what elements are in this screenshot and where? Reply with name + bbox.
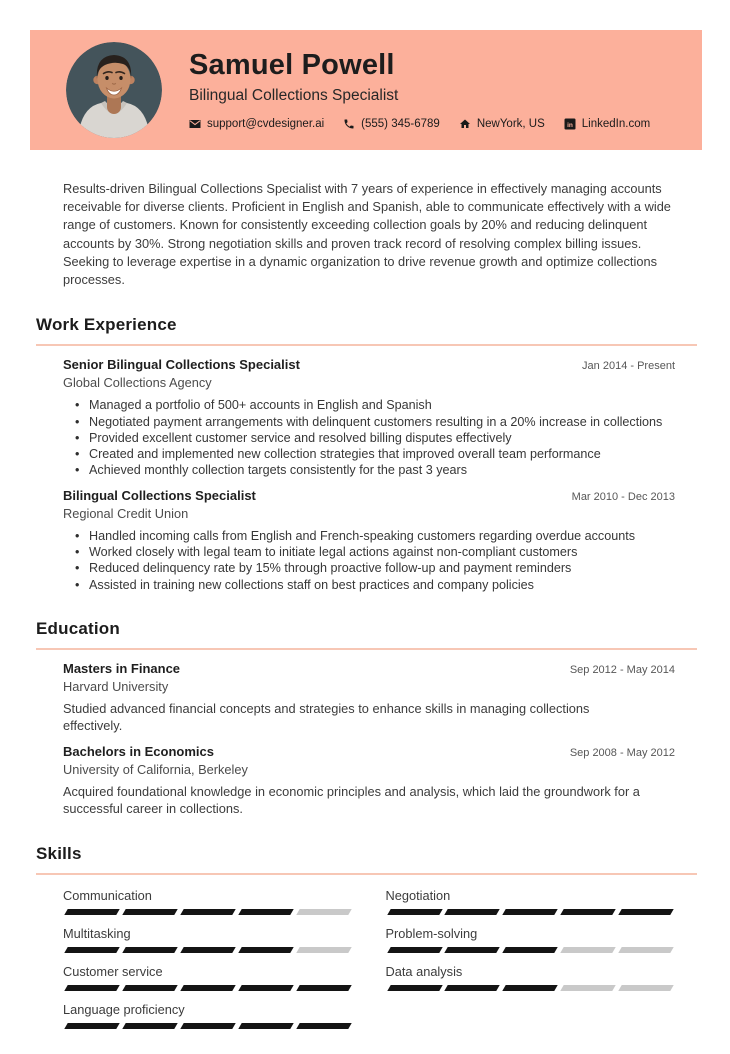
skill-bar-segment — [618, 909, 673, 915]
contact-email-label: support@cvdesigner.ai — [207, 117, 325, 130]
education-entry — [63, 661, 675, 735]
skill-bar-segment — [387, 947, 442, 953]
skill-item — [386, 926, 676, 953]
job-entry-head — [63, 488, 675, 503]
contact-linkedin[interactable] — [564, 118, 650, 130]
job-dates: Jan 2014 - Present — [582, 360, 675, 373]
skill-bar-segment — [238, 909, 293, 915]
skill-bar-segment — [296, 909, 351, 915]
skill-item — [386, 964, 676, 991]
contact-location[interactable] — [459, 118, 545, 130]
skill-bar-segment — [503, 947, 558, 953]
skill-label: Negotiation — [385, 887, 451, 903]
skill-bar-segment — [122, 985, 177, 991]
skill-label: Communication — [63, 887, 152, 903]
contact-linkedin-label: LinkedIn.com — [581, 117, 651, 130]
skill-bar-segment — [503, 909, 558, 915]
job-bullet: • Achieved monthly collection targets consistently for the past 3 years — [63, 462, 675, 478]
skill-item — [63, 926, 353, 953]
home-icon — [459, 118, 471, 130]
skill-bar-segment — [122, 909, 177, 915]
linkedin-icon — [564, 118, 576, 130]
skill-bar-segment — [64, 909, 119, 915]
work-entries — [63, 357, 675, 593]
skills-column-left — [63, 888, 353, 1040]
skill-bar-segment — [618, 985, 673, 991]
professional-summary: Results-driven Bilingual Collections Specialist with 7 years of experience in effectively managing accounts receivable for diverse clients. Proficient in English and Spanish, able to communicate effectively with a wide range of customers. Known for consistently exceeding collection goals by 20% and reducing delinquent accounts by 30%. Strong negotiation skills and proven track record of resolving complex billing issues. Seeking to leverage expertise in a dynamic organization to drive revenue growth and optimize collections processes. — [63, 181, 671, 288]
skill-bar-segment — [238, 947, 293, 953]
skill-label: Language proficiency — [63, 1001, 185, 1017]
skill-bar-segment — [122, 947, 177, 953]
contact-phone-label: (555) 345-6789 — [361, 117, 440, 130]
skill-level-bar — [386, 909, 676, 915]
work-experience-section — [36, 315, 697, 593]
job-company: Global Collections Agency — [63, 375, 212, 391]
skill-bar-segment — [387, 909, 442, 915]
education-section — [36, 619, 697, 818]
job-company: Regional Credit Union — [63, 505, 189, 521]
skill-level-bar — [63, 947, 353, 953]
candidate-title: Bilingual Collections Specialist — [189, 86, 399, 104]
education-entries — [63, 661, 675, 818]
skill-item — [63, 964, 353, 991]
contact-email[interactable] — [189, 118, 324, 130]
svg-text:in: in — [566, 121, 573, 129]
skill-label: Data analysis — [385, 963, 463, 979]
skill-bar-segment — [618, 947, 673, 953]
phone-icon — [343, 118, 355, 130]
job-bullet: • Managed a portfolio of 500+ accounts in English and Spanish — [63, 397, 675, 413]
skill-bar-segment — [296, 985, 351, 991]
contact-row — [189, 118, 650, 130]
email-icon — [189, 118, 201, 130]
skill-item — [63, 1002, 353, 1029]
resume-header — [30, 30, 702, 150]
education-entry-head — [63, 744, 675, 759]
school-name: Harvard University — [63, 678, 169, 694]
skill-label: Multitasking — [63, 925, 131, 941]
skill-level-bar — [386, 985, 676, 991]
education-description: Studied advanced financial concepts and strategies to enhance skills in managing collections effectively. — [63, 700, 590, 734]
job-title: Bilingual Collections Specialist — [63, 487, 256, 503]
profile-photo — [66, 42, 162, 138]
skill-level-bar — [63, 909, 353, 915]
skill-bar-segment — [64, 947, 119, 953]
education-entry-head — [63, 661, 675, 676]
education-dates: Sep 2008 - May 2012 — [569, 746, 675, 759]
skill-level-bar — [386, 947, 676, 953]
skill-bar-segment — [560, 909, 615, 915]
skills-grid — [63, 888, 675, 1040]
job-bullet: • Created and implemented new collection strategies that improved overall team performance — [63, 446, 675, 462]
school-name: University of California, Berkeley — [63, 761, 248, 777]
skill-level-bar — [63, 985, 353, 991]
education-heading: Education — [36, 619, 697, 650]
skills-column-right — [386, 888, 676, 1040]
skill-bar-segment — [445, 947, 500, 953]
education-dates: Sep 2012 - May 2014 — [569, 663, 675, 676]
skill-bar-segment — [387, 985, 442, 991]
degree-title: Bachelors in Economics — [63, 743, 214, 759]
work-experience-heading: Work Experience — [36, 315, 697, 346]
skill-item — [386, 888, 676, 915]
skill-bar-segment — [64, 985, 119, 991]
skill-bar-segment — [445, 909, 500, 915]
skill-bar-segment — [560, 947, 615, 953]
skills-section — [36, 844, 697, 1040]
job-bullet-list — [63, 528, 675, 593]
job-bullet: • Provided excellent customer service and resolved billing disputes effectively — [63, 430, 675, 446]
job-title: Senior Bilingual Collections Specialist — [63, 357, 300, 373]
header-text-block — [189, 50, 650, 130]
skill-bar-segment — [238, 985, 293, 991]
job-bullet: • Assisted in training new collections staff on best practices and company policies — [63, 577, 675, 593]
skill-bar-segment — [445, 985, 500, 991]
job-entry-head — [63, 357, 675, 372]
job-bullet: • Worked closely with legal team to initiate legal actions against non-compliant customers — [63, 544, 675, 560]
skill-label: Problem-solving — [385, 925, 478, 941]
profile-photo-illustration — [66, 42, 162, 138]
contact-phone[interactable] — [343, 118, 440, 130]
job-bullet: • Negotiated payment arrangements with delinquent customers resulting in a 20% increase in collections — [63, 414, 675, 430]
skills-heading: Skills — [36, 844, 697, 875]
skill-bar-segment — [503, 985, 558, 991]
skill-bar-segment — [180, 909, 235, 915]
skill-bar-segment — [560, 985, 615, 991]
job-bullet: • Handled incoming calls from English and French-speaking customers regarding overdue accounts — [63, 528, 675, 544]
contact-location-label: NewYork, US — [476, 117, 545, 130]
job-entry — [63, 488, 675, 593]
job-bullet: • Reduced delinquency rate by 15% through proactive follow-up and payment reminders — [63, 560, 675, 576]
job-entry — [63, 357, 675, 478]
job-dates: Mar 2010 - Dec 2013 — [571, 490, 675, 503]
skill-bar-segment — [296, 947, 351, 953]
education-description: Acquired foundational knowledge in economic principles and analysis, which laid the groundwork for a successful career in collections. — [63, 783, 640, 817]
candidate-name: Samuel Powell — [189, 49, 395, 82]
skill-bar-segment — [180, 947, 235, 953]
skill-item — [63, 888, 353, 915]
skill-label: Customer service — [63, 963, 163, 979]
skill-bar-segment — [180, 985, 235, 991]
education-entry — [63, 744, 675, 818]
job-bullet-list — [63, 397, 675, 478]
degree-title: Masters in Finance — [63, 660, 181, 676]
